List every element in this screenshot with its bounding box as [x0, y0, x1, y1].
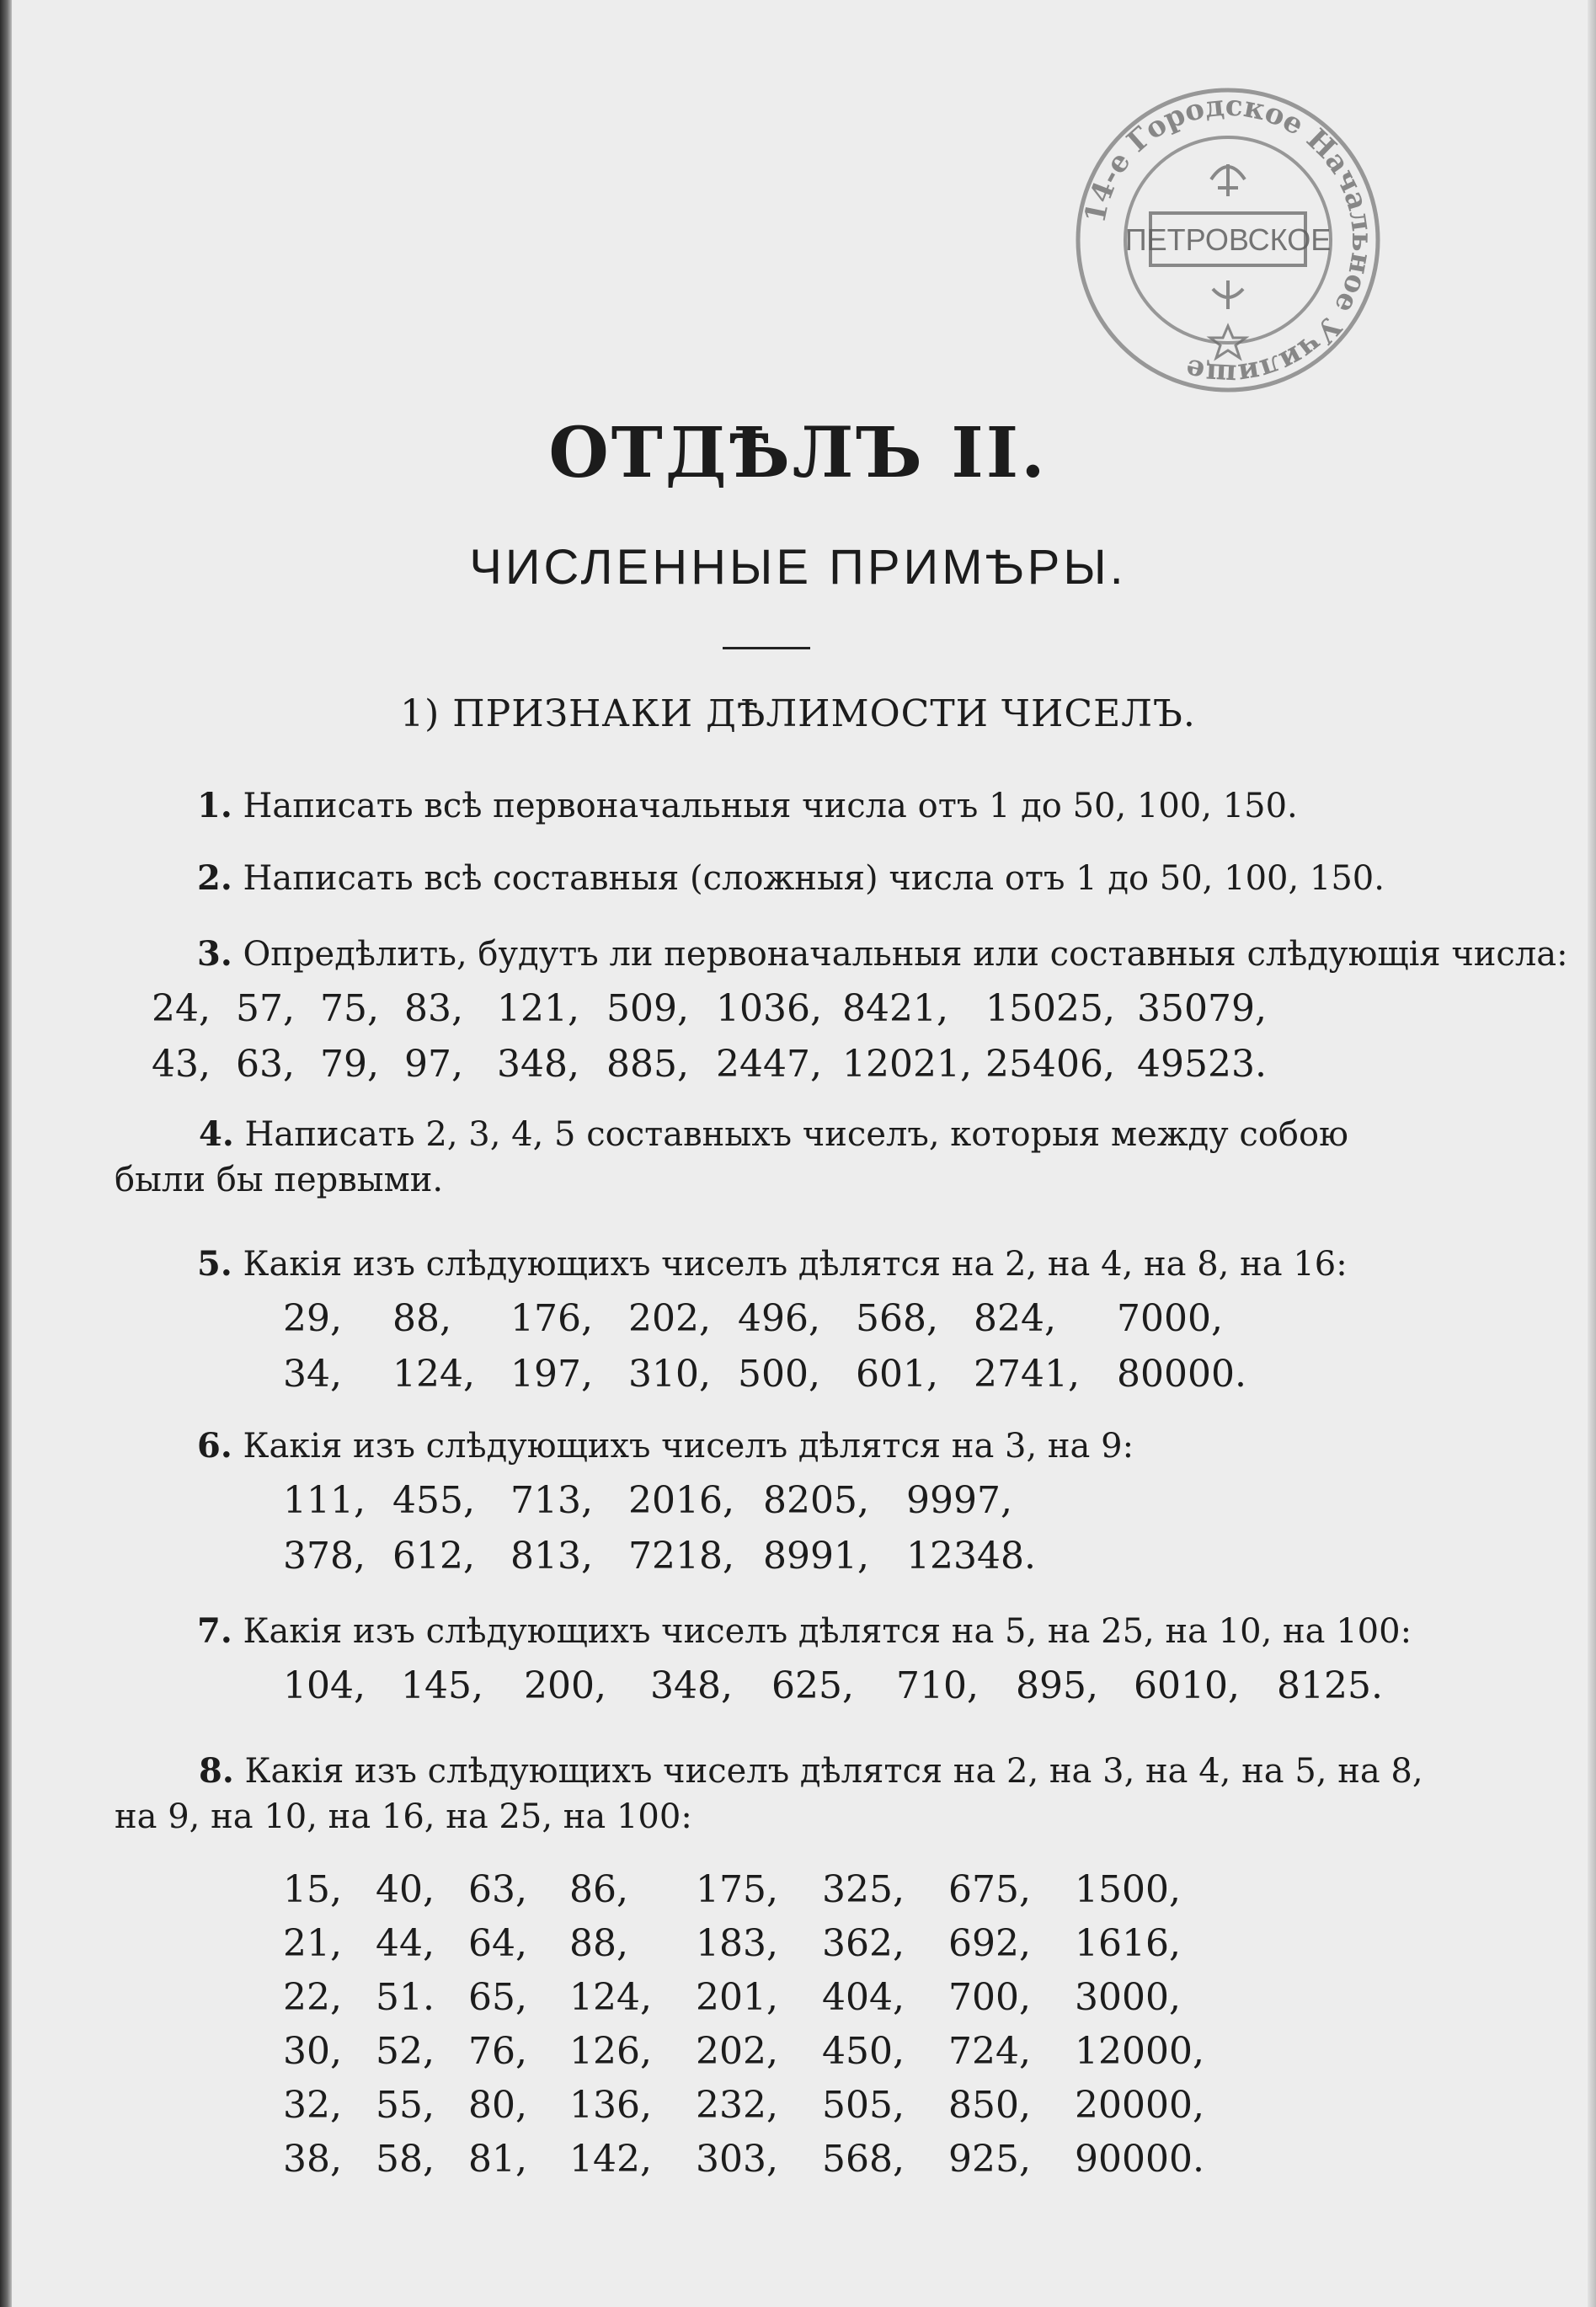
number-cell: 30,	[283, 2030, 342, 2073]
problem-8	[115, 1749, 1445, 1840]
section-subtitle: ЧИСЛЕННЫЕ ПРИМѢРЫ.	[469, 540, 1127, 595]
stamp-ring-text: 14-е Городское Начальное Училище	[1078, 88, 1380, 392]
number-cell: 8205,	[763, 1479, 869, 1522]
number-cell: 200,	[524, 1664, 606, 1707]
number-cell: 8125.	[1277, 1664, 1383, 1707]
number-cell: 44,	[376, 1922, 435, 1965]
number-cell: 80000.	[1117, 1353, 1246, 1396]
number-cell: 625,	[771, 1664, 854, 1707]
number-cell: 710,	[896, 1664, 979, 1707]
number-cell: 52,	[376, 2030, 435, 2073]
number-cell: 310,	[628, 1353, 711, 1396]
number-cell: 34,	[283, 1353, 342, 1396]
number-cell: 121,	[497, 987, 579, 1030]
number-cell: 22,	[283, 1976, 342, 2019]
number-cell: 25406,	[985, 1043, 1115, 1086]
number-cell: 612,	[392, 1535, 475, 1578]
number-cell: 12000,	[1075, 2030, 1204, 2073]
problem-text: Какія изъ слѣдующихъ чиселъ дѣлятся на 2, на 4, на 8, на 16:	[243, 1245, 1348, 1284]
number-cell: 12348.	[906, 1535, 1036, 1578]
number-cell: 2016,	[628, 1479, 734, 1522]
number-cell: 202,	[628, 1297, 711, 1340]
number-cell: 12021,	[842, 1043, 972, 1086]
number-cell: 90000.	[1075, 2138, 1204, 2181]
problem-text: Написать всѣ составныя (сложныя) числа отъ 1 до 50, 100, 150.	[243, 859, 1385, 898]
section-title: ОТДѢЛЪ II.	[548, 413, 1048, 494]
stamp-svg	[1068, 80, 1388, 400]
number-cell: 79,	[320, 1043, 379, 1086]
number-cell: 500,	[738, 1353, 820, 1396]
number-cell: 197,	[510, 1353, 593, 1396]
number-cell: 83,	[404, 987, 463, 1030]
number-cell: 1500,	[1075, 1868, 1181, 1911]
number-cell: 20000,	[1075, 2084, 1204, 2127]
problem-number: 5.	[197, 1244, 232, 1284]
number-cell: 8991,	[763, 1535, 869, 1578]
number-cell: 303,	[696, 2138, 778, 2181]
problem-number: 4.	[199, 1114, 234, 1154]
number-cell: 176,	[510, 1297, 593, 1340]
problem-4	[115, 1112, 1445, 1203]
problem-2	[197, 856, 1484, 901]
number-cell: 57,	[236, 987, 295, 1030]
number-cell: 455,	[392, 1479, 475, 1522]
problem-number: 6.	[197, 1426, 232, 1466]
heading-divider	[723, 647, 810, 649]
subsection-title: 1) ПРИЗНАКИ ДѢЛИМОСТИ ЧИСЕЛЪ.	[400, 692, 1196, 735]
number-cell: 142,	[569, 2138, 652, 2181]
problem-text: Опредѣлить, будутъ ли первоначальныя или составныя слѣдующія числа:	[243, 935, 1568, 974]
number-cell: 35079,	[1137, 987, 1267, 1030]
problem-text: Какія изъ слѣдующихъ чиселъ дѣлятся на 2, на 3, на 4, на 5, на 8, на 9, на 10, на 16, на 25, на 100:	[115, 1752, 1423, 1836]
number-cell: 6010,	[1134, 1664, 1240, 1707]
number-cell: 404,	[822, 1976, 905, 2019]
number-cell: 97,	[404, 1043, 463, 1086]
number-cell: 32,	[283, 2084, 342, 2127]
number-cell: 378,	[283, 1535, 366, 1578]
number-cell: 80,	[468, 2084, 527, 2127]
number-cell: 2447,	[716, 1043, 822, 1086]
number-cell: 136,	[569, 2084, 652, 2127]
number-cell: 29,	[283, 1297, 342, 1340]
problem-number: 3.	[197, 934, 232, 974]
number-cell: 362,	[822, 1922, 905, 1965]
number-cell: 568,	[822, 2138, 905, 2181]
number-cell: 348,	[497, 1043, 579, 1086]
problem-6	[197, 1423, 1484, 1469]
number-cell: 8421,	[842, 987, 948, 1030]
problem-number: 7.	[197, 1611, 232, 1651]
number-cell: 201,	[696, 1976, 778, 2019]
number-cell: 64,	[468, 1922, 527, 1965]
number-cell: 104,	[283, 1664, 366, 1707]
number-cell: 509,	[606, 987, 689, 1030]
number-cell: 850,	[948, 2084, 1031, 2127]
number-cell: 15,	[283, 1868, 342, 1911]
problem-text: Написать всѣ первоначальныя числа отъ 1 до 50, 100, 150.	[243, 787, 1298, 825]
number-cell: 3000,	[1075, 1976, 1181, 2019]
number-cell: 63,	[468, 1868, 527, 1911]
number-cell: 601,	[856, 1353, 938, 1396]
page-binding-shadow	[0, 0, 12, 2307]
problem-number: 8.	[199, 1751, 234, 1791]
number-cell: 81,	[468, 2138, 527, 2181]
number-cell: 505,	[822, 2084, 905, 2127]
stamp-ornament-icon	[1211, 164, 1245, 196]
problem-number: 1.	[197, 786, 232, 825]
school-stamp	[1068, 80, 1388, 400]
number-cell: 38,	[283, 2138, 342, 2181]
number-cell: 21,	[283, 1922, 342, 1965]
number-cell: 55,	[376, 2084, 435, 2127]
number-cell: 895,	[1016, 1664, 1098, 1707]
problem-text: Какія изъ слѣдующихъ чиселъ дѣлятся на 3, на 9:	[243, 1427, 1134, 1466]
number-cell: 58,	[376, 2138, 435, 2181]
number-cell: 232,	[696, 2084, 778, 2127]
page-edge	[1588, 0, 1596, 2307]
number-cell: 713,	[510, 1479, 593, 1522]
number-cell: 7218,	[628, 1535, 734, 1578]
number-cell: 724,	[948, 2030, 1031, 2073]
number-cell: 124,	[392, 1353, 475, 1396]
number-cell: 126,	[569, 2030, 652, 2073]
number-cell: 9997,	[906, 1479, 1012, 1522]
number-cell: 63,	[236, 1043, 295, 1086]
number-cell: 7000,	[1117, 1297, 1223, 1340]
number-cell: 88,	[392, 1297, 451, 1340]
problem-3	[197, 932, 1568, 977]
number-cell: 496,	[738, 1297, 820, 1340]
number-cell: 15025,	[985, 987, 1115, 1030]
number-cell: 75,	[320, 987, 379, 1030]
stamp-center-text: ПЕТРОВСКОЕ	[1124, 222, 1332, 257]
number-cell: 325,	[822, 1868, 905, 1911]
problem-1	[197, 783, 1484, 829]
number-cell: 88,	[569, 1922, 628, 1965]
number-cell: 124,	[569, 1976, 652, 2019]
number-cell: 813,	[510, 1535, 593, 1578]
number-cell: 925,	[948, 2138, 1031, 2181]
number-cell: 175,	[696, 1868, 778, 1911]
number-cell: 1616,	[1075, 1922, 1181, 1965]
number-cell: 145,	[401, 1664, 483, 1707]
number-cell: 51.	[376, 1976, 435, 2019]
number-cell: 86,	[569, 1868, 628, 1911]
number-cell: 202,	[696, 2030, 778, 2073]
number-cell: 43,	[152, 1043, 211, 1086]
number-cell: 692,	[948, 1922, 1031, 1965]
number-cell: 568,	[856, 1297, 938, 1340]
number-cell: 1036,	[716, 987, 822, 1030]
number-cell: 348,	[650, 1664, 733, 1707]
number-cell: 183,	[696, 1922, 778, 1965]
number-cell: 24,	[152, 987, 211, 1030]
problem-text: Написать 2, 3, 4, 5 составныхъ чиселъ, которыя между собою были бы первыми.	[115, 1115, 1348, 1199]
problem-text: Какія изъ слѣдующихъ чиселъ дѣлятся на 5, на 25, на 10, на 100:	[243, 1612, 1412, 1651]
number-cell: 700,	[948, 1976, 1031, 2019]
number-cell: 885,	[606, 1043, 689, 1086]
number-cell: 65,	[468, 1976, 527, 2019]
number-cell: 49523.	[1137, 1043, 1267, 1086]
problem-7	[197, 1609, 1484, 1654]
number-cell: 675,	[948, 1868, 1031, 1911]
stamp-flower-icon	[1213, 280, 1243, 309]
number-cell: 2741,	[974, 1353, 1080, 1396]
number-cell: 450,	[822, 2030, 905, 2073]
problem-5	[197, 1242, 1484, 1287]
problem-number: 2.	[197, 858, 232, 898]
number-cell: 824,	[974, 1297, 1056, 1340]
number-cell: 40,	[376, 1868, 435, 1911]
number-cell: 76,	[468, 2030, 527, 2073]
number-cell: 111,	[283, 1479, 366, 1522]
